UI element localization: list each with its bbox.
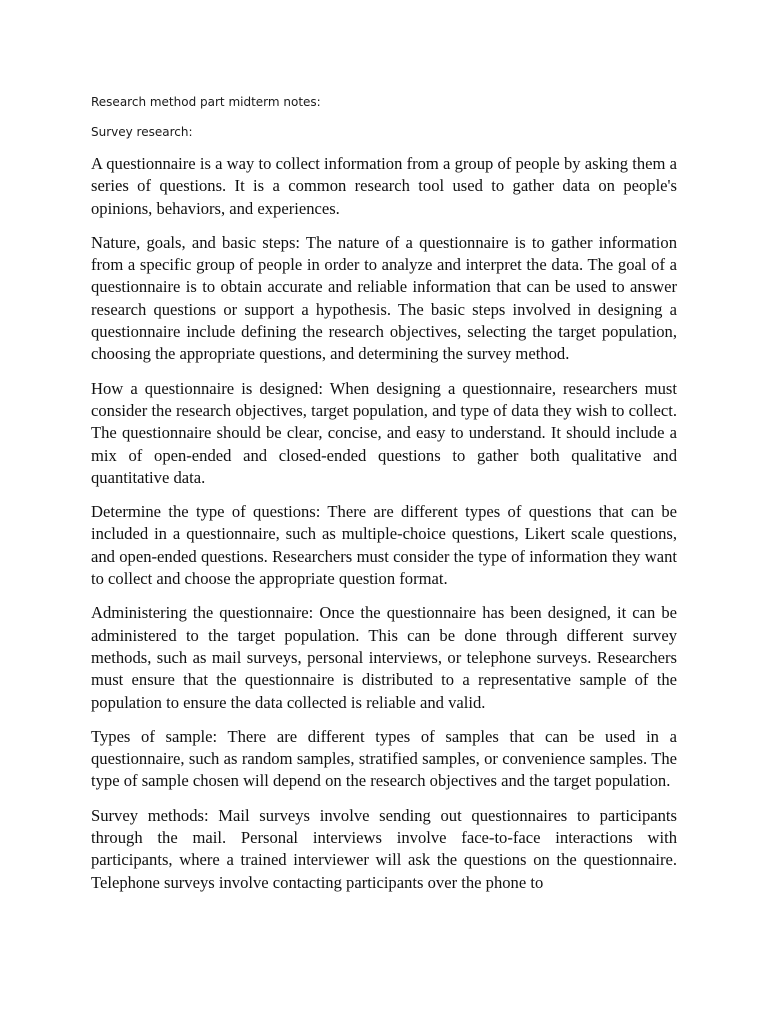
document-title: Research method part midterm notes: — [91, 95, 321, 109]
paragraph-intro: A questionnaire is a way to collect information from a group of people by asking them a series of questions. It is a common research tool used to gather data on people's opinions, behaviors, and experiences. — [91, 154, 677, 218]
document-body — [91, 93, 677, 906]
paragraph-survey-methods: Survey methods: Mail surveys involve sending out questionnaires to participants through the mail. Personal interviews involve face-to-face interactions with participants, where a trained interviewer will ask the questions on the questionnaire. Telephone surveys involve contacting participants over the phone to — [91, 805, 677, 892]
paragraph-nature-goals: Nature, goals, and basic steps: The nature of a questionnaire is to gather information from a specific group of people in order to analyze and interpret the data. The goal of a questionnaire is to obtain accurate and reliable information that can be used to answer research questions or support a hypothesis. The basic steps involved in designing a questionnaire include defining the research objectives, selecting the target population, choosing the appropriate questions, and determining the survey method. — [91, 232, 677, 364]
paragraph-question-types: Determine the type of questions: There are different types of questions that can be included in a questionnaire, such as multiple-choice questions, Likert scale questions, and open-ended questions. Researchers must consider the type of information they want to collect and choose the appropriate question format. — [91, 502, 677, 589]
paragraph-sample-types: Types of sample: There are different types of samples that can be used in a questionnaire, such as random samples, stratified samples, or convenience samples. The type of sample chosen will depend on the research objectives and the target population. — [91, 726, 677, 791]
paragraph-administering: Administering the questionnaire: Once the questionnaire has been designed, it can be administered to the target population. This can be done through different survey methods, such as mail surveys, personal interviews, or telephone surveys. Researchers must ensure that the questionnaire is distributed to a representative sample of the population to ensure the data collected is reliable and valid. — [91, 603, 677, 712]
paragraph-design: How a questionnaire is designed: When designing a questionnaire, researchers must consider the research objectives, target population, and type of data they wish to collect. The questionnaire should be clear, concise, and easy to understand. It should include a mix of open-ended and closed-ended questions to gather both qualitative and quantitative data. — [91, 378, 677, 487]
section-heading: Survey research: — [91, 125, 193, 139]
